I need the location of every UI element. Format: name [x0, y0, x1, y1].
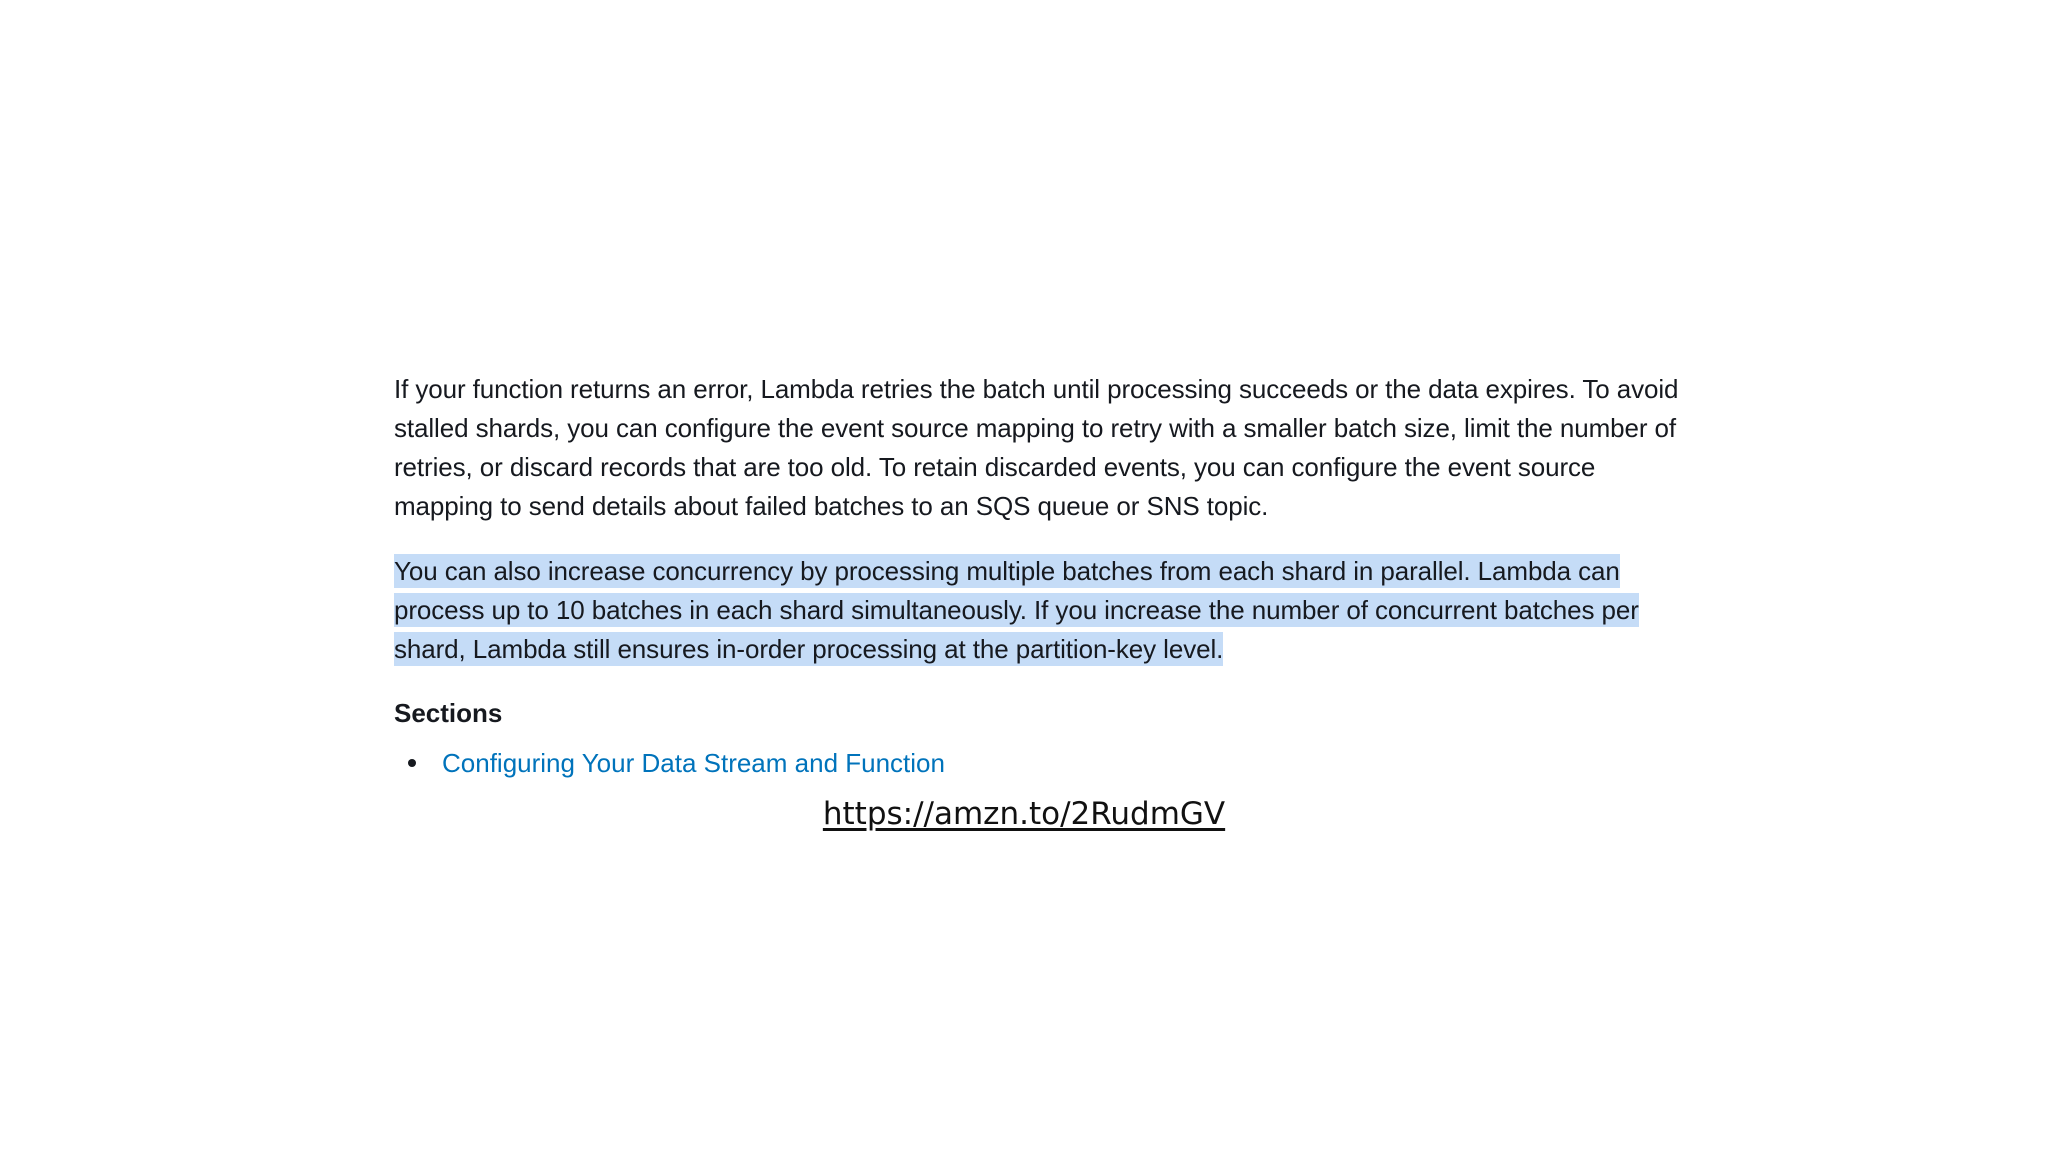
- paragraph-concurrency[interactable]: [394, 552, 1694, 669]
- sections-heading: Sections: [394, 698, 503, 728]
- bullet-icon: [408, 759, 416, 767]
- paragraph-error-retries: If your function returns an error, Lambda retries the batch until processing succeeds or the data expires. To avoid stalled shards, you can configure the event source mapping to retry with a smaller batch size, limit the number of retries, or discard records that are too old. To retain discarded events, you can configure the event source mapping to send details about failed batches to an SQS queue or SNS topic.: [394, 374, 1679, 521]
- doc-content: [394, 370, 1694, 781]
- section-link-configuring-data-stream[interactable]: Configuring Your Data Stream and Function: [442, 748, 945, 778]
- selected-text-highlight[interactable]: You can also increase concurrency by processing multiple batches from each shard in parallel. Lambda can process up to 10 batches in each shard simultaneously. If you increase the number of concurrent batches per shard, Lambda still ensures in-order processing at the partition-key level.: [394, 556, 1639, 664]
- sections-list: [394, 745, 1694, 781]
- short-url-caption: https://amzn.to/2RudmGV: [822, 796, 1226, 832]
- list-item: [394, 745, 1694, 781]
